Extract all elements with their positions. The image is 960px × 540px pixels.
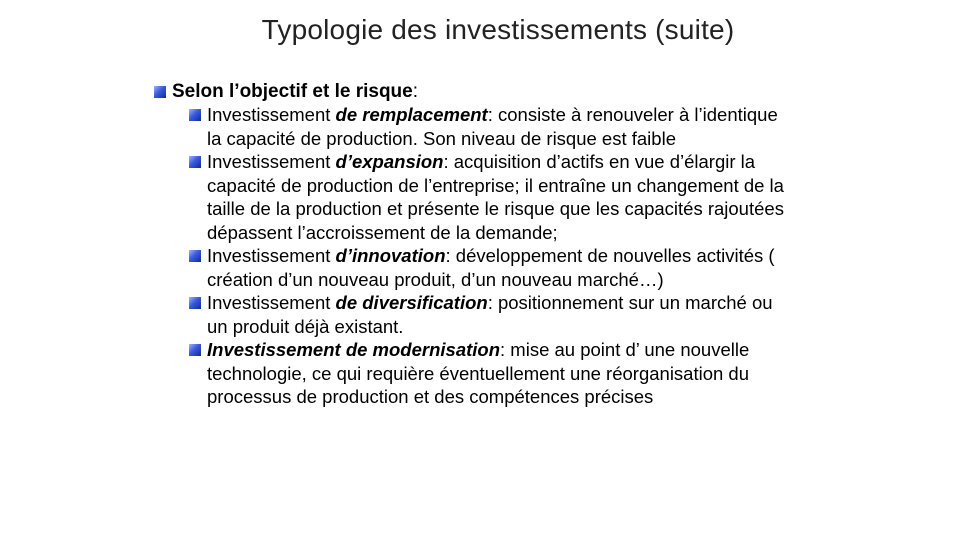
item-lead: Investissement (207, 292, 336, 313)
list-item-remplacement (207, 103, 794, 150)
section-colon: : (412, 81, 419, 102)
item-lead: Investissement (207, 151, 336, 172)
item-term: d’expansion (335, 151, 444, 172)
list-item-diversification (207, 291, 794, 338)
list-item-modernisation (207, 338, 794, 409)
item-description: : positionnement sur un marché ou un produit déjà existant. (207, 292, 773, 337)
square-bullet-icon (154, 86, 166, 98)
investment-type-list (154, 103, 794, 409)
section-label: Selon l’objectif et le risque (172, 81, 413, 102)
square-bullet-icon (189, 297, 201, 309)
slide-content (154, 80, 794, 409)
section-heading (154, 80, 794, 103)
square-bullet-icon (189, 109, 201, 121)
item-term: d’innovation (335, 245, 446, 266)
item-description: : acquisition d’actifs en vue d’élargir la capacité de production de l’entreprise; il entraîne un changement de la taille de la production et présente le risque que les capacités rajoutées dépassent l’accroissement de la demande; (207, 151, 784, 243)
slide-title: Typologie des investissements (suite) (261, 14, 735, 45)
item-lead: Investissement (207, 339, 346, 360)
item-lead: Investissement (207, 245, 336, 266)
item-term: de diversification (335, 292, 488, 313)
item-term: de remplacement (335, 104, 488, 125)
item-description: : consiste à renouveler à l’identique la capacité de production. Son niveau de risque est faible (207, 104, 778, 149)
list-item-innovation (207, 244, 794, 291)
item-lead: Investissement (207, 104, 336, 125)
item-term: de modernisation (345, 339, 501, 360)
item-description: : mise au point d’ une nouvelle technologie, ce qui requière éventuellement une réorganisation du processus de production et des compétences précises (207, 339, 750, 407)
square-bullet-icon (189, 156, 201, 168)
square-bullet-icon (189, 250, 201, 262)
item-description: : développement de nouvelles activités ( création d’un nouveau produit, d’un nouveau marché…) (207, 245, 775, 290)
list-item-expansion (207, 150, 794, 244)
square-bullet-icon (189, 344, 201, 356)
